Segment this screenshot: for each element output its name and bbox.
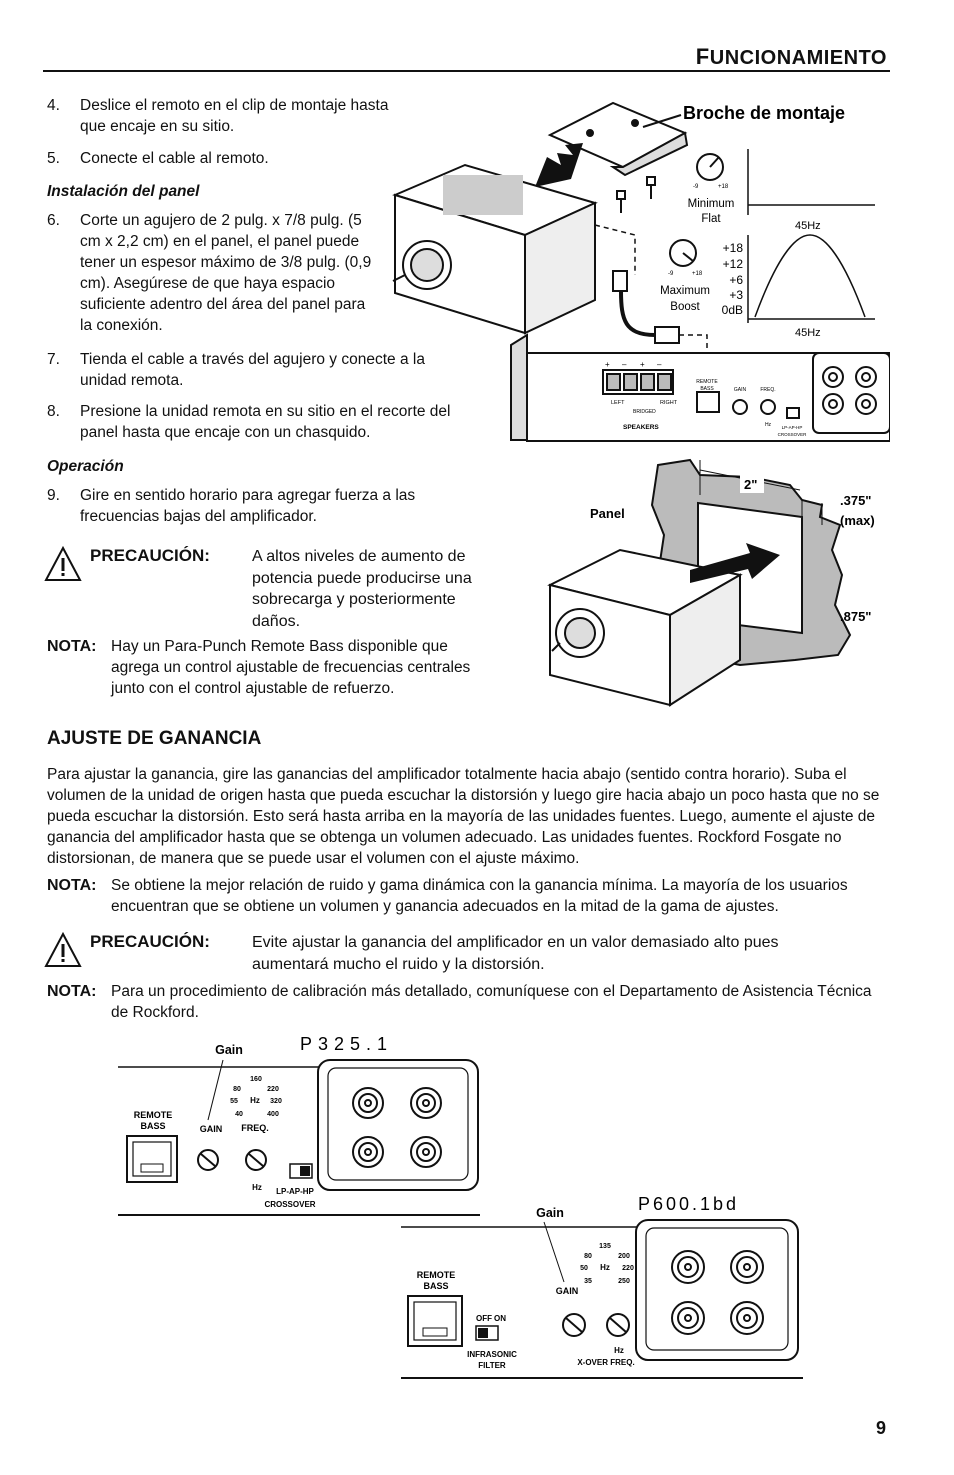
svg-text:-9: -9 (693, 184, 699, 190)
p600-panel-figure (398, 1190, 808, 1385)
svg-text:BASS: BASS (423, 1281, 449, 1291)
svg-text:LEFT: LEFT (611, 400, 625, 406)
remote-unit (393, 165, 595, 333)
warning-icon (44, 546, 82, 582)
caution-label: PRECAUCIÓN: (90, 546, 210, 565)
svg-text:.875": .875" (840, 609, 872, 624)
note-para-punch: NOTA: Hay un Para-Punch Remote Bass disponible que agrega un control ajustable de frecuencias centrales junto con el control ajustable de refuerzo. (47, 638, 471, 697)
svg-text:Maximum: Maximum (660, 285, 710, 297)
svg-text:Flat: Flat (701, 213, 721, 225)
svg-text:GAIN: GAIN (555, 1286, 579, 1296)
svg-text:REMOTE: REMOTE (696, 379, 718, 385)
svg-text:+18: +18 (722, 241, 743, 255)
caution-label-gain: PRECAUCIÓN: (90, 932, 210, 951)
svg-text:400: 400 (267, 1111, 279, 1118)
step-5: 5. Conecte el cable al remoto. (47, 150, 269, 167)
operation-heading: Operación (47, 458, 124, 475)
svg-text:55: 55 (230, 1098, 238, 1105)
flat-response-graph (748, 149, 875, 215)
svg-text:+6: +6 (729, 273, 743, 287)
caution-text-gain: Evite ajustar la ganancia del amplificador en un valor demasiado alto pues aumentará mucho el ruido y la distorsión. (252, 934, 779, 973)
svg-text:135: 135 (599, 1243, 611, 1250)
svg-text:+3: +3 (729, 288, 743, 302)
header-rule (43, 70, 890, 72)
svg-text:RIGHT: RIGHT (660, 400, 678, 406)
model-label: P600.1bd (638, 1194, 740, 1214)
svg-text:GAIN: GAIN (199, 1124, 223, 1134)
svg-text:45Hz: 45Hz (795, 220, 821, 232)
svg-text:FREQ.: FREQ. (241, 1123, 269, 1133)
svg-text:220: 220 (622, 1265, 634, 1272)
mounting-figure (385, 95, 890, 445)
svg-text:ON: ON (494, 1314, 506, 1323)
note-gain-1: NOTA: Se obtiene la mejor relación de ruido y gama dinámica con la ganancia mínima. La mayoría de los usuarios encuentran que se obtiene un volumen y ganancia adecuados en la mitad de la gama de ajustes. (47, 877, 848, 915)
svg-text:GAIN: GAIN (733, 387, 747, 393)
section-header: FUNCIONAMIENTO (695, 44, 887, 69)
page-number: 9 (875, 1418, 886, 1438)
svg-text:+12: +12 (722, 257, 743, 271)
knob-minimum (697, 154, 723, 180)
step-6: 6. Corte un agujero de 2 pulg. x 7/8 pulg. (5 cm x 2,2 cm) en el panel, el panel puede tener un espesor máximo de 3/8 pulg. (0,9 cm). Asegúrese de que haya espacio suficiente adentro del área del panel para la conexión. (47, 212, 372, 334)
svg-text:-9: -9 (668, 271, 674, 277)
step-9: 9. Gire en sentido horario para agregar fuerza a las frecuencias bajas del amplificador. (47, 487, 416, 525)
svg-text:160: 160 (250, 1076, 262, 1083)
svg-text:CROSSOVER: CROSSOVER (264, 1200, 316, 1209)
step-4: 4. Deslice el remoto en el clip de montaje hasta que encaje en su sitio. (47, 97, 389, 135)
gain-section-title: AJUSTE DE GANANCIA (47, 728, 262, 749)
svg-text:+18: +18 (718, 184, 729, 190)
svg-text:(max): (max) (840, 513, 875, 528)
arrow-icon (535, 143, 583, 187)
svg-text:Hz: Hz (250, 1096, 260, 1105)
svg-text:250: 250 (618, 1278, 630, 1285)
svg-text:+: + (605, 360, 610, 369)
svg-text:2": 2" (744, 477, 758, 492)
svg-text:INFRASONIC: INFRASONIC (467, 1350, 517, 1359)
svg-text:SPEAKERS: SPEAKERS (623, 424, 659, 431)
svg-text:220: 220 (267, 1086, 279, 1093)
svg-text:BRIDGED: BRIDGED (633, 409, 656, 415)
svg-text:Hz: Hz (600, 1263, 610, 1272)
model-label: P325.1 (300, 1034, 394, 1054)
svg-text:+: + (640, 360, 645, 369)
svg-text:BASS: BASS (700, 386, 714, 392)
svg-text:+18: +18 (692, 271, 703, 277)
svg-text:80: 80 (233, 1086, 241, 1093)
svg-text:FILTER: FILTER (478, 1361, 506, 1370)
svg-text:Boost: Boost (670, 301, 700, 313)
svg-text:45Hz: 45Hz (795, 327, 821, 339)
svg-text:40: 40 (235, 1111, 243, 1118)
svg-text:200: 200 (618, 1253, 630, 1260)
screw-icon (617, 177, 655, 213)
svg-text:LP-AP-HP: LP-AP-HP (276, 1187, 314, 1196)
svg-text:Gain: Gain (215, 1043, 243, 1057)
svg-text:BASS: BASS (140, 1121, 166, 1131)
svg-text:.375": .375" (840, 493, 872, 508)
svg-text:80: 80 (584, 1253, 592, 1260)
svg-text:REMOTE: REMOTE (416, 1270, 456, 1280)
step-7: 7. Tienda el cable a través del agujero y conecte a la unidad remota. (47, 351, 425, 389)
svg-text:CROSSOVER: CROSSOVER (777, 432, 807, 437)
knob-maximum (670, 240, 696, 266)
step-8: 8. Presione la unidad remota en su sitio en el recorte del panel hasta que encaje con un chasquido. (47, 403, 451, 441)
svg-text:FREQ.: FREQ. (760, 387, 776, 393)
note-gain-2: NOTA: Para un procedimiento de calibración más detallado, comuníquese con el Departamento de Asistencia Técnica de Rockford. (47, 983, 872, 1021)
svg-text:35: 35 (584, 1278, 592, 1285)
svg-text:REMOTE: REMOTE (133, 1110, 173, 1120)
svg-text:0dB: 0dB (721, 303, 743, 317)
svg-text:–: – (657, 360, 662, 369)
svg-text:Hz: Hz (614, 1346, 624, 1355)
svg-text:50: 50 (580, 1265, 588, 1272)
panel-figure (540, 455, 890, 715)
svg-text:Minimum: Minimum (687, 198, 735, 210)
gain-paragraph: Para ajustar la ganancia, gire las ganancias del amplificador totalmente hacia abajo (sentido contra horario). Suba el volumen de la unidad de origen hasta que pueda escuchar la distorsión y luego gire hacia abajo un poco hasta que no se pueda escuchar la distorsión. Esto será hasta arriba en la mayoría de las unidades fuentes. Luego, aumente el ajuste de ganancia del amplificador hasta que se obtenga un volumen adecuado. Las unidades fuentes. Rockford Fosgate no distorsionan, de manera que se puede usar el volumen con el ajuste máximo. (47, 766, 880, 867)
clip-label: Broche de montaje (683, 103, 846, 123)
svg-text:Hz: Hz (252, 1183, 262, 1192)
svg-text:–: – (622, 360, 627, 369)
svg-text:LP-AP-HP: LP-AP-HP (781, 425, 803, 430)
warning-icon (44, 932, 82, 968)
svg-text:Gain: Gain (536, 1206, 564, 1220)
svg-text:X-OVER FREQ.: X-OVER FREQ. (577, 1358, 635, 1367)
svg-text:Hz: Hz (764, 422, 772, 428)
caution-text: A altos niveles de aumento de potencia puede producirse una sobrecarga y posteriormente daños. (252, 548, 472, 630)
svg-text:OFF: OFF (476, 1314, 492, 1323)
panel-install-heading: Instalación del panel (47, 183, 200, 200)
svg-text:320: 320 (270, 1098, 282, 1105)
panel-label: Panel (590, 506, 625, 521)
boost-response-graph (748, 235, 875, 323)
